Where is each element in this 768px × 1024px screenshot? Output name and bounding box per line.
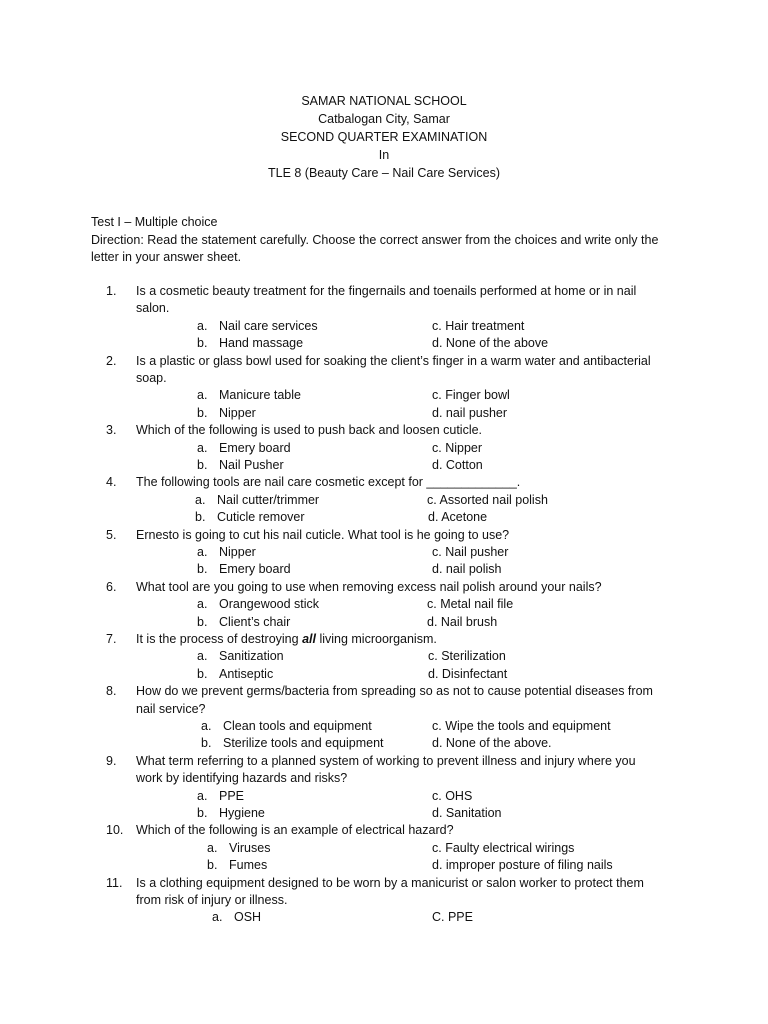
- question-number: 3.: [106, 423, 117, 438]
- question-number: 1.: [106, 284, 117, 298]
- question-text: [136, 753, 666, 788]
- question-number: 2.: [106, 353, 117, 368]
- option-row: [0, 614, 768, 631]
- question-text: [136, 422, 666, 439]
- option-row: [0, 457, 768, 474]
- direction-line-1: Direction: Read the statement carefully. Choose the correct answer from the choices and write only the: [91, 232, 659, 247]
- option-d: d. None of the above: [432, 336, 549, 351]
- question-text: [136, 875, 666, 910]
- question-number: 6.: [106, 579, 117, 594]
- question-text: [136, 683, 666, 718]
- option-row: [0, 666, 768, 683]
- question-line: What tool are you going to use when removing excess nail polish around your nails?: [136, 579, 602, 594]
- exam-header: [0, 92, 768, 182]
- question-line: Which of the following is used to push back and loosen cuticle.: [136, 423, 483, 438]
- question-number: 9.: [106, 753, 117, 768]
- question-line: Is a cosmetic beauty treatment for the fingernails and toenails performed at home or in nail: [136, 284, 637, 298]
- question-text: [136, 474, 666, 491]
- question-number: 4.: [106, 475, 117, 490]
- question-11: [0, 875, 768, 927]
- question-line: nail service?: [136, 701, 206, 716]
- option-b: b. Hygiene: [197, 805, 265, 820]
- option-a: a. Sanitization: [197, 649, 284, 664]
- question-number: 5.: [106, 527, 117, 542]
- option-row: [0, 840, 768, 857]
- question-line: soap.: [136, 371, 167, 385]
- option-b: b. Emery board: [197, 562, 291, 577]
- option-row: [0, 788, 768, 805]
- exam-subject: TLE 8 (Beauty Care – Nail Care Services): [267, 166, 501, 180]
- test-instructions: [91, 214, 681, 267]
- option-d: d. Sanitation: [432, 805, 502, 820]
- option-b: b. Cuticle remover: [195, 510, 305, 525]
- exam-title: SECOND QUARTER EXAMINATION: [280, 130, 488, 144]
- question-number: 8.: [106, 684, 117, 699]
- option-row: [0, 561, 768, 578]
- question-line: work by identifying hazards and risks?: [136, 771, 348, 786]
- question-1: [0, 283, 768, 353]
- question-10: [0, 822, 768, 874]
- option-row: [0, 718, 768, 735]
- question-line: What term referring to a planned system of working to prevent illness and injury where you: [136, 753, 636, 768]
- question-number: 11.: [106, 875, 123, 890]
- option-a: a. Viruses: [207, 840, 271, 855]
- question-6: [0, 579, 768, 631]
- question-line: salon.: [136, 301, 170, 316]
- option-row: [0, 405, 768, 422]
- option-a: a. OSH: [212, 910, 262, 925]
- option-d: d. nail pusher: [432, 405, 508, 420]
- question-8: [0, 683, 768, 753]
- question-list: [0, 283, 768, 927]
- emphasis-all: all: [302, 631, 316, 646]
- option-c: c. Nipper: [432, 440, 483, 455]
- option-row: [0, 335, 768, 352]
- option-c: c. Faulty electrical wirings: [432, 840, 575, 855]
- option-c: c. Finger bowl: [432, 388, 510, 403]
- option-row: [0, 857, 768, 874]
- question-number: 10.: [106, 823, 124, 838]
- option-row: [0, 509, 768, 526]
- direction-line-2: letter in your answer sheet.: [91, 250, 242, 264]
- question-line: The following tools are nail care cosmetic except for _____________.: [136, 475, 521, 490]
- option-row: [0, 492, 768, 509]
- option-c: c. OHS: [432, 788, 473, 803]
- option-c: c. Nail pusher: [432, 544, 509, 559]
- option-c: c. Hair treatment: [432, 318, 525, 333]
- question-line: It is the process of destroying all living microorganism.: [136, 631, 437, 646]
- option-b: b. Sterilize tools and equipment: [201, 736, 384, 751]
- question-4: [0, 474, 768, 526]
- question-text: [136, 631, 666, 648]
- option-a: a. Nipper: [197, 544, 256, 559]
- question-text: [136, 353, 666, 388]
- option-b: b. Nipper: [197, 405, 256, 420]
- option-row: [0, 440, 768, 457]
- option-row: [0, 648, 768, 665]
- option-a: a. Orangewood stick: [197, 597, 320, 612]
- school-name: SAMAR NATIONAL SCHOOL: [301, 94, 467, 108]
- option-row: [0, 544, 768, 561]
- question-text: [136, 283, 666, 318]
- option-d: d. Acetone: [428, 510, 488, 525]
- option-b: b. Hand massage: [197, 336, 304, 351]
- option-c: c. Sterilization: [428, 649, 506, 664]
- option-d: d. None of the above.: [432, 736, 552, 751]
- option-a: a. Manicure table: [197, 388, 301, 403]
- question-7: [0, 631, 768, 683]
- option-b: b. Client’s chair: [197, 614, 291, 629]
- question-3: [0, 422, 768, 474]
- question-line: Ernesto is going to cut his nail cuticle. What tool is he going to use?: [136, 527, 510, 542]
- option-d: d. improper posture of filing nails: [432, 858, 613, 873]
- school-location: Catbalogan City, Samar: [318, 112, 450, 126]
- question-text: [136, 579, 666, 596]
- option-row: [0, 805, 768, 822]
- test-title: Test I – Multiple choice: [91, 215, 218, 229]
- option-a: a. Nail care services: [197, 318, 318, 333]
- question-line: Is a plastic or glass bowl used for soaking the client’s finger in a warm water and antibacterial: [136, 353, 651, 368]
- option-c: c. Metal nail file: [427, 597, 514, 612]
- option-d: d. Cotton: [432, 457, 483, 472]
- option-d: d. Disinfectant: [428, 666, 508, 681]
- question-line: Is a clothing equipment designed to be worn by a manicurist or salon worker to protect them: [136, 875, 644, 890]
- option-d: d. nail polish: [432, 562, 502, 577]
- option-a: a. Nail cutter/trimmer: [195, 492, 320, 507]
- exam-in: In: [378, 148, 390, 162]
- option-row: [0, 909, 768, 926]
- question-number: 7.: [106, 631, 117, 646]
- option-a: a. PPE: [197, 788, 245, 803]
- option-row: [0, 387, 768, 404]
- option-row: [0, 596, 768, 613]
- question-text: [136, 527, 666, 544]
- option-row: [0, 318, 768, 335]
- option-b: b. Fumes: [207, 858, 268, 873]
- option-d: d. Nail brush: [427, 614, 498, 629]
- question-2: [0, 353, 768, 423]
- question-9: [0, 753, 768, 823]
- question-5: [0, 527, 768, 579]
- option-c: c. Wipe the tools and equipment: [432, 718, 611, 733]
- option-a: a. Clean tools and equipment: [201, 718, 372, 733]
- question-text: [136, 822, 666, 839]
- question-line: Which of the following is an example of electrical hazard?: [136, 823, 454, 838]
- option-a: a. Emery board: [197, 440, 291, 455]
- option-b: b. Antiseptic: [197, 666, 274, 681]
- option-c: c. Assorted nail polish: [427, 492, 548, 507]
- option-b: b. Nail Pusher: [197, 457, 284, 472]
- question-line: from risk of injury or illness.: [136, 892, 288, 907]
- question-line: How do we prevent germs/bacteria from spreading so as not to cause potential diseases from: [136, 684, 653, 699]
- option-c: C. PPE: [432, 910, 473, 925]
- option-row: [0, 735, 768, 752]
